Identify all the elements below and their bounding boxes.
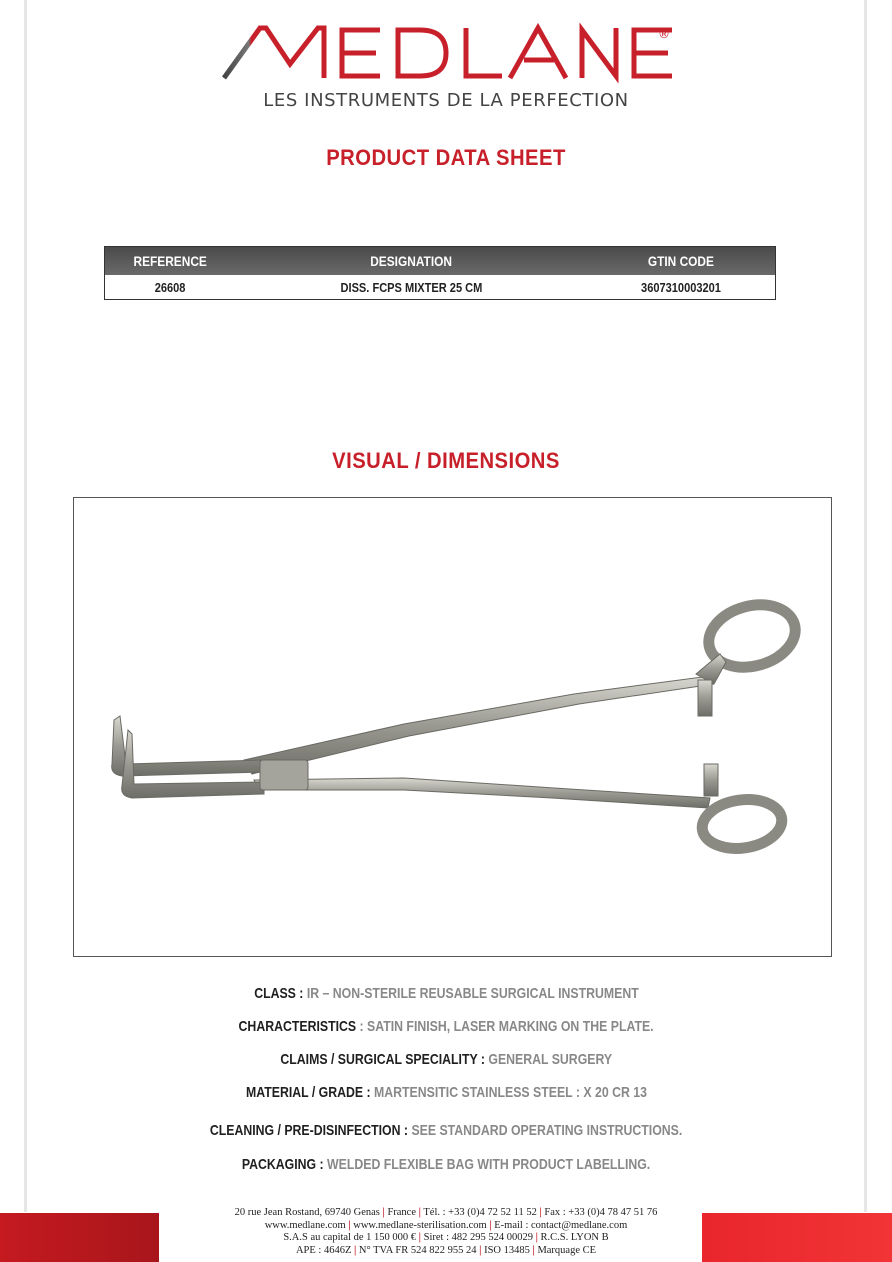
table-row — [105, 275, 775, 299]
spec-class: CLASS : IR – NON-STERILE REUSABLE SURGICAL INSTRUMENT — [253, 985, 639, 1002]
spec-characteristics: CHARACTERISTICS : SATIN FINISH, LASER MARKING ON THE PLATE. — [238, 1018, 654, 1035]
table-header-row — [105, 247, 775, 275]
spec-claims: CLAIMS / SURGICAL SPECIALITY : GENERAL SURGERY — [280, 1051, 612, 1068]
footer-email[interactable]: E-mail : contact@medlane.com — [494, 1219, 628, 1231]
cell-gtin: 3607310003201 — [641, 279, 721, 295]
spec-packaging: PACKAGING : WELDED FLEXIBLE BAG WITH PRODUCT LABELLING. — [241, 1156, 651, 1173]
header-reference: REFERENCE — [133, 253, 207, 269]
footer-line-1: 20 rue Jean Rostand, 69740 Genas | France | Tél. : +33 (0)4 72 52 11 52 | Fax : +33 (0)4 78 47 51 76 — [234, 1207, 658, 1218]
product-data-title: PRODUCT DATA SHEET — [326, 145, 566, 170]
spec-cleaning: CLEANING / PRE-DISINFECTION : SEE STANDARD OPERATING INSTRUCTIONS. — [209, 1122, 683, 1139]
cell-reference: 26608 — [154, 279, 186, 295]
medlane-logo — [220, 22, 680, 84]
footer-line-4: APE : 4646Z | N° TVA FR 524 822 955 24 | ISO 13485 | Marquage CE — [295, 1244, 597, 1256]
footer-info — [0, 1207, 892, 1257]
product-visual-frame — [73, 497, 832, 957]
medlane-logo-graphic — [220, 22, 680, 84]
registered-mark: ® — [658, 27, 670, 41]
footer-line-2: www.medlane.com | www.medlane-sterilisation.com | E-mail : contact@medlane.com — [264, 1219, 628, 1231]
header-gtin: GTIN CODE — [647, 253, 715, 269]
tagline: LES INSTRUMENTS DE LA PERFECTION — [263, 90, 629, 111]
footer-line-3: S.A.S au capital de 1 150 000 € | Siret : 482 295 524 00029 | R.C.S. LYON B — [283, 1232, 609, 1243]
header-designation: DESIGNATION — [370, 253, 452, 269]
spec-material: MATERIAL / GRADE : MARTENSITIC STAINLESS STEEL : X 20 CR 13 — [245, 1084, 647, 1101]
visual-dimensions-title: VISUAL / DIMENSIONS — [332, 448, 560, 473]
footer-website-link[interactable]: www.medlane.com — [264, 1219, 346, 1231]
cell-designation: DISS. FCPS MIXTER 25 CM — [340, 279, 482, 295]
footer-sterilisation-link[interactable]: www.medlane-sterilisation.com — [353, 1219, 487, 1231]
forceps-image — [74, 498, 831, 956]
product-table — [104, 246, 776, 300]
